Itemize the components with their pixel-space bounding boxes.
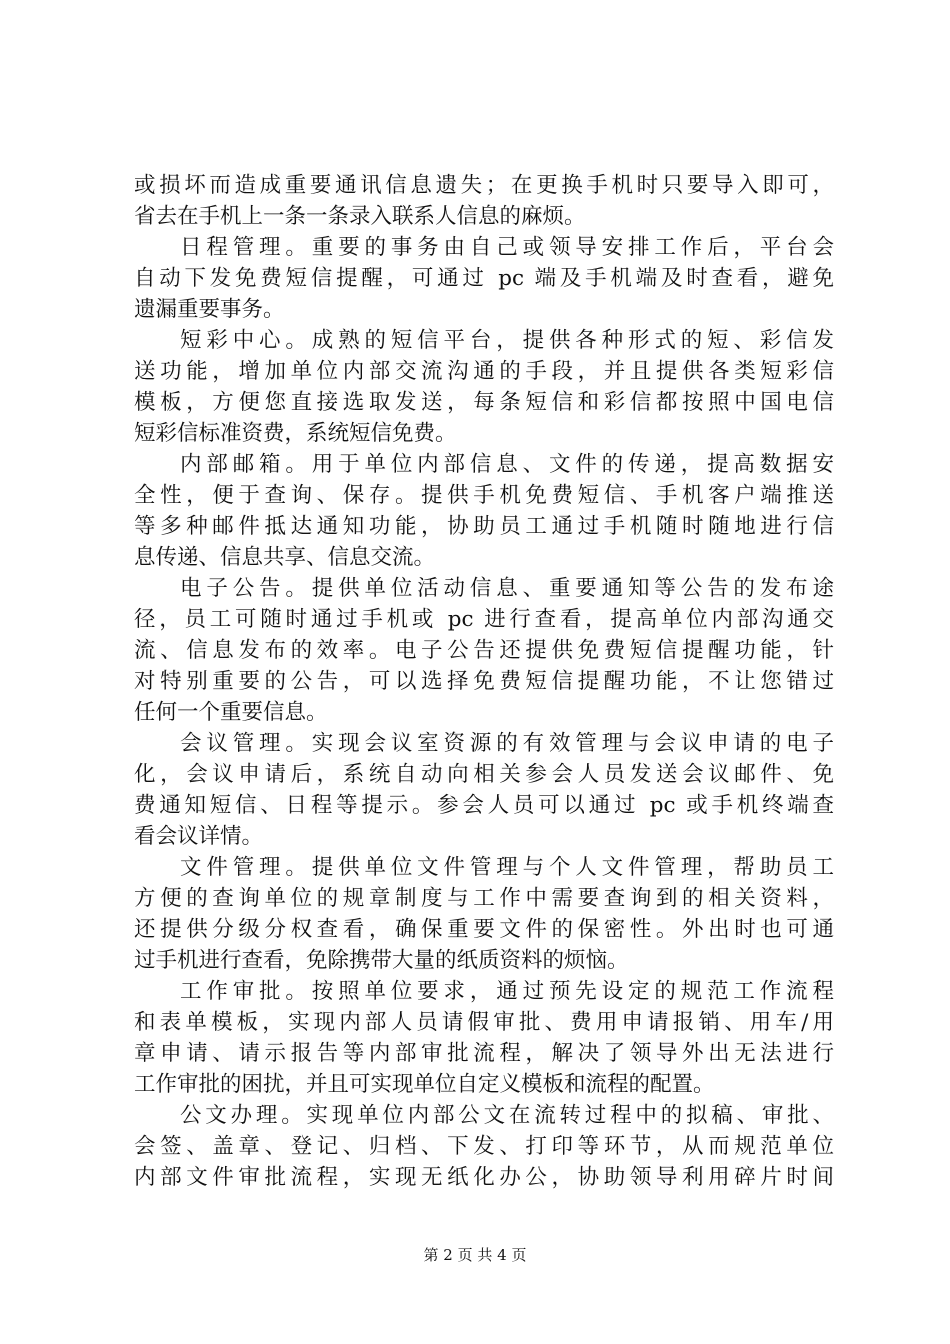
text-line: 内部邮箱。用于单位内部信息、文件的传递，提高数据安 xyxy=(180,452,834,477)
paragraph-internal-mail xyxy=(134,449,834,573)
text-line: 息传递、信息共享、信息交流。 xyxy=(134,545,436,570)
paragraph-official-documents xyxy=(134,1100,834,1193)
text-line: 等多种邮件抵达通知功能，协助员工通过手机随时随地进行信 xyxy=(134,514,834,539)
paragraph-contacts-continued xyxy=(134,170,834,232)
paragraph-schedule xyxy=(134,232,834,325)
paragraph-sms-center xyxy=(134,325,834,449)
text-line: 和表单模板，实现内部人员请假审批、费用申请报销、用车/用 xyxy=(134,1010,834,1035)
text-line: 全性，便于查询、保存。提供手机免费短信、手机客户端推送 xyxy=(134,483,834,508)
text-line: 任何一个重要信息。 xyxy=(134,700,328,725)
text-line: 送功能，增加单位内部交流沟通的手段，并且提供各类短彩信 xyxy=(134,359,834,384)
text-line: 会签、盖章、登记、归档、下发、打印等环节，从而规范单位 xyxy=(134,1134,834,1159)
paragraph-file-management xyxy=(134,852,834,976)
text-line: 对特别重要的公告，可以选择免费短信提醒功能，不让您错过 xyxy=(134,669,834,694)
text-line: 短彩信标准资费，系统短信免费。 xyxy=(134,421,457,446)
text-line: 工作审批。按照单位要求，通过预先设定的规范工作流程 xyxy=(180,979,834,1004)
text-line: 内部文件审批流程，实现无纸化办公，协助领导利用碎片时间 xyxy=(134,1165,834,1190)
text-line: 电子公告。提供单位活动信息、重要通知等公告的发布途 xyxy=(180,576,834,601)
document-body xyxy=(134,170,834,1193)
text-line: 费通知短信、日程等提示。参会人员可以通过 pc 或手机终端查 xyxy=(134,793,834,818)
text-line: 公文办理。实现单位内部公文在流转过程中的拟稿、审批、 xyxy=(180,1103,834,1128)
text-line: 省去在手机上一条一条录入联系人信息的麻烦。 xyxy=(134,204,586,229)
text-line: 或损坏而造成重要通讯信息遗失；在更换手机时只要导入即可， xyxy=(134,173,834,198)
paragraph-bulletin xyxy=(134,573,834,728)
text-line: 看会议详情。 xyxy=(134,824,264,849)
text-line: 径，员工可随时通过手机或 pc 进行查看，提高单位内部沟通交 xyxy=(134,607,834,632)
page-number-footer: 第 2 页 共 4 页 xyxy=(423,1246,527,1264)
text-line: 文件管理。提供单位文件管理与个人文件管理，帮助员工 xyxy=(180,855,834,880)
text-line: 工作审批的困扰，并且可实现单位自定义模板和流程的配置。 xyxy=(134,1072,715,1097)
text-line: 日程管理。重要的事务由自己或领导安排工作后，平台会 xyxy=(180,235,834,260)
text-line: 还提供分级分权查看，确保重要文件的保密性。外出时也可通 xyxy=(134,917,834,942)
text-line: 化，会议申请后，系统自动向相关参会人员发送会议邮件、免 xyxy=(134,762,834,787)
text-line: 过手机进行查看，免除携带大量的纸质资料的烦恼。 xyxy=(134,948,629,973)
text-line: 短彩中心。成熟的短信平台，提供各种形式的短、彩信发 xyxy=(180,328,834,353)
text-line: 会议管理。实现会议室资源的有效管理与会议申请的电子 xyxy=(180,731,834,756)
paragraph-approval xyxy=(134,976,834,1100)
text-line: 遗漏重要事务。 xyxy=(134,297,285,322)
text-line: 章申请、请示报告等内部审批流程，解决了领导外出无法进行 xyxy=(134,1041,834,1066)
text-line: 自动下发免费短信提醒，可通过 pc 端及手机端及时查看，避免 xyxy=(134,266,834,291)
text-line: 模板，方便您直接选取发送，每条短信和彩信都按照中国电信 xyxy=(134,390,834,415)
text-line: 方便的查询单位的规章制度与工作中需要查询到的相关资料， xyxy=(134,886,834,911)
paragraph-meeting xyxy=(134,728,834,852)
text-line: 流、信息发布的效率。电子公告还提供免费短信提醒功能，针 xyxy=(134,638,834,663)
